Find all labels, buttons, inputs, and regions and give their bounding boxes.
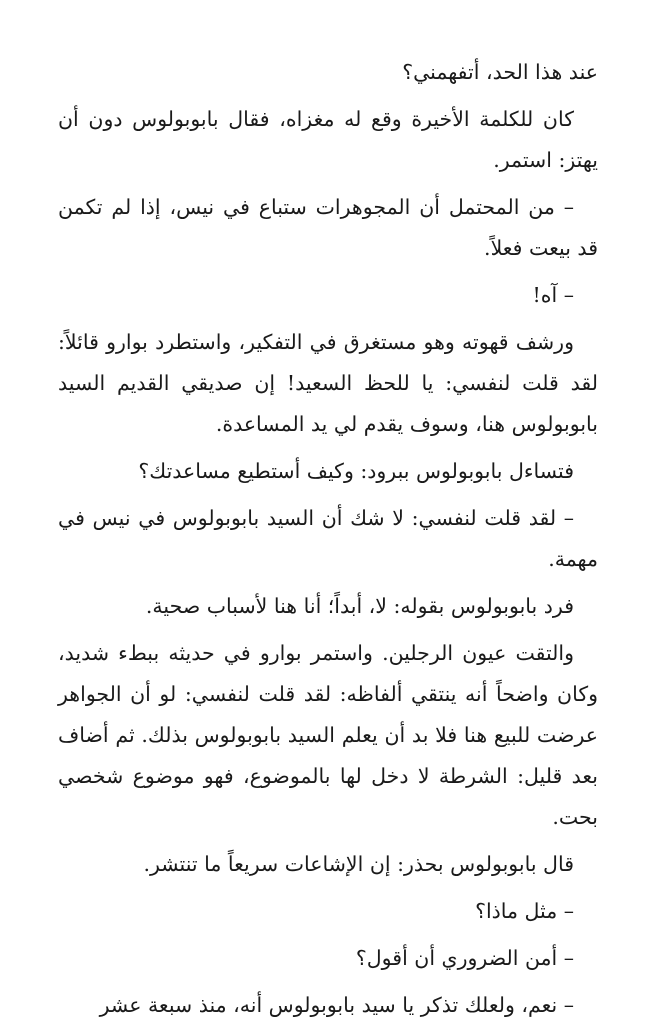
paragraph: – آه! bbox=[532, 283, 574, 307]
paragraph: – لقد قلت لنفسي: لا شك أن السيد بابوبولوس في نيس في مهمة. bbox=[58, 506, 598, 571]
paragraph: – أمن الضروري أن أقول؟ bbox=[355, 946, 574, 970]
paragraph: – مثل ماذا؟ bbox=[475, 899, 574, 923]
paragraph: قال بابوبولوس بحذر: إن الإشاعات سريعاً ما تنتشر. bbox=[143, 852, 574, 876]
paragraph: فتساءل بابوبولوس ببرود: وكيف أستطيع مساعدتك؟ bbox=[138, 459, 574, 483]
paragraph: عند هذا الحد، أتفهمني؟ bbox=[402, 60, 598, 84]
paragraph: فرد بابوبولوس بقوله: لا، أبداً؛ أنا هنا لأسباب صحية. bbox=[145, 594, 574, 618]
paragraph: والتقت عيون الرجلين. واستمر بوارو في حديثه ببطء شديد، وكان واضحاً أنه ينتقي ألفاظه: لقد قلت لنفسي: لو أن الجواهر عرضت للبيع هنا فلا بد أن يعلم السيد بابوبولوس بذلك. ثم أضاف بعد قليل: الشرطة لا دخل لها بالموضوع، فهو موضوع شخصي بحت. bbox=[58, 641, 598, 829]
paragraph: ورشف قهوته وهو مستغرق في التفكير، واستطرد بوارو قائلاً: لقد قلت لنفسي: يا للحظ السعيد! إن صديقي القديم السيد بابوبولوس هنا، وسوف يقدم لي يد المساعدة. bbox=[58, 330, 598, 436]
paragraph: – نعم، ولعلك تذكر يا سيد بابوبولوس أنه، منذ سبعة عشر bbox=[99, 993, 574, 1017]
book-page bbox=[58, 52, 598, 1032]
paragraph: – من المحتمل أن المجوهرات ستباع في نيس، إذا لم تكمن قد بيعت فعلاً. bbox=[58, 195, 598, 260]
paragraph: كان للكلمة الأخيرة وقع له مغزاه، فقال بابوبولوس دون أن يهتز: استمر. bbox=[58, 107, 598, 172]
